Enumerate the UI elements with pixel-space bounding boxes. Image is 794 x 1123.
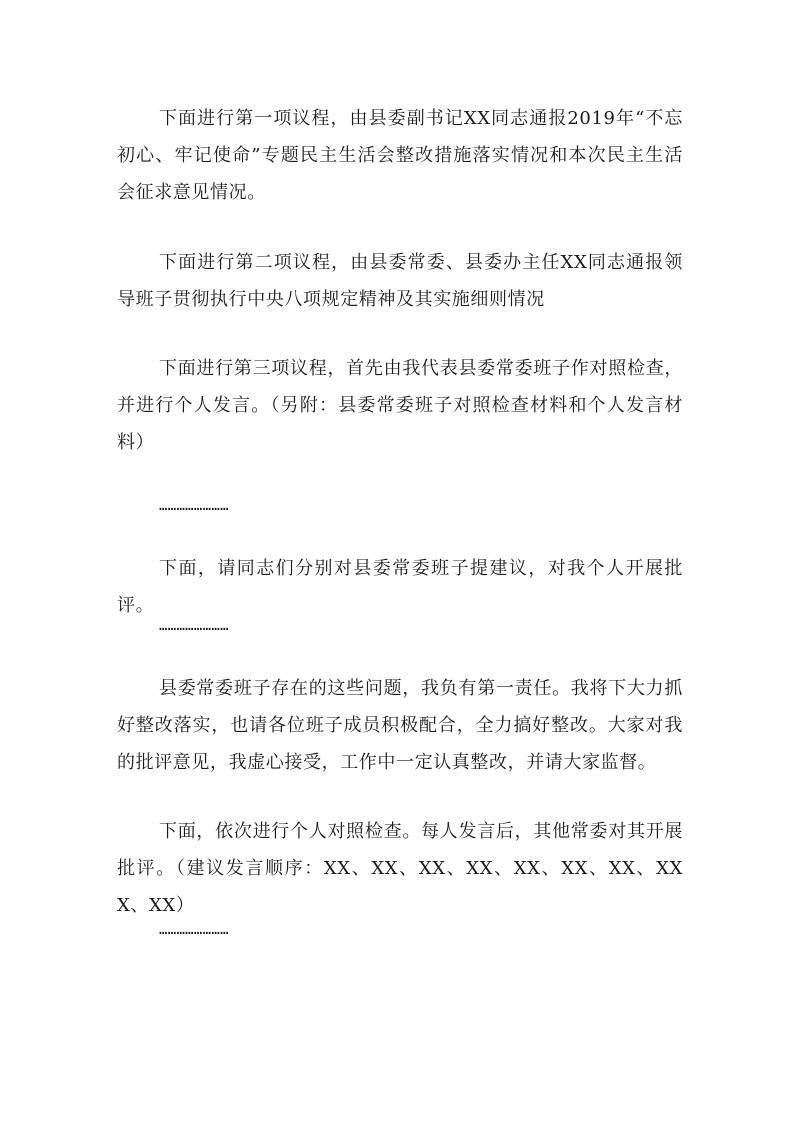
ellipsis-separator: …………………… [159, 618, 229, 634]
paragraph-criticism-request: 下面，请同志们分别对县委常委班子提建议，对我个人开展批评。 [117, 558, 683, 616]
paragraph-responsibility: 县委常委班子存在的这些问题，我负有第一责任。我将下大力抓好整改落实，也请各位班子成员积极配合，全力搞好整改。大家对我的批评意见，我虚心接受，工作中一定认真整改，并请大家监督。 [117, 678, 683, 773]
paragraph-individual-review: 下面，依次进行个人对照检查。每人发言后，其他常委对其开展批评。（建议发言顺序：XX、XX、XX、XX、XX、XX、XX、XXX、XX） [117, 821, 683, 916]
ellipsis-separator: …………………… [159, 498, 229, 514]
paragraph-agenda-1: 下面进行第一项议程，由县委副书记XX同志通报2019年“不忘初心、牢记使命”专题民主生活会整改措施落实情况和本次民主生活会征求意见情况。 [117, 108, 683, 203]
paragraph-agenda-3: 下面进行第三项议程，首先由我代表县委常委班子作对照检查，并进行个人发言。（另附：县委常委班子对照检查材料和个人发言材料） [117, 358, 683, 453]
paragraph-agenda-2: 下面进行第二项议程，由县委常委、县委办主任XX同志通报领导班子贯彻执行中央八项规定精神及其实施细则情况 [117, 252, 683, 310]
ellipsis-separator: …………………… [159, 922, 229, 938]
